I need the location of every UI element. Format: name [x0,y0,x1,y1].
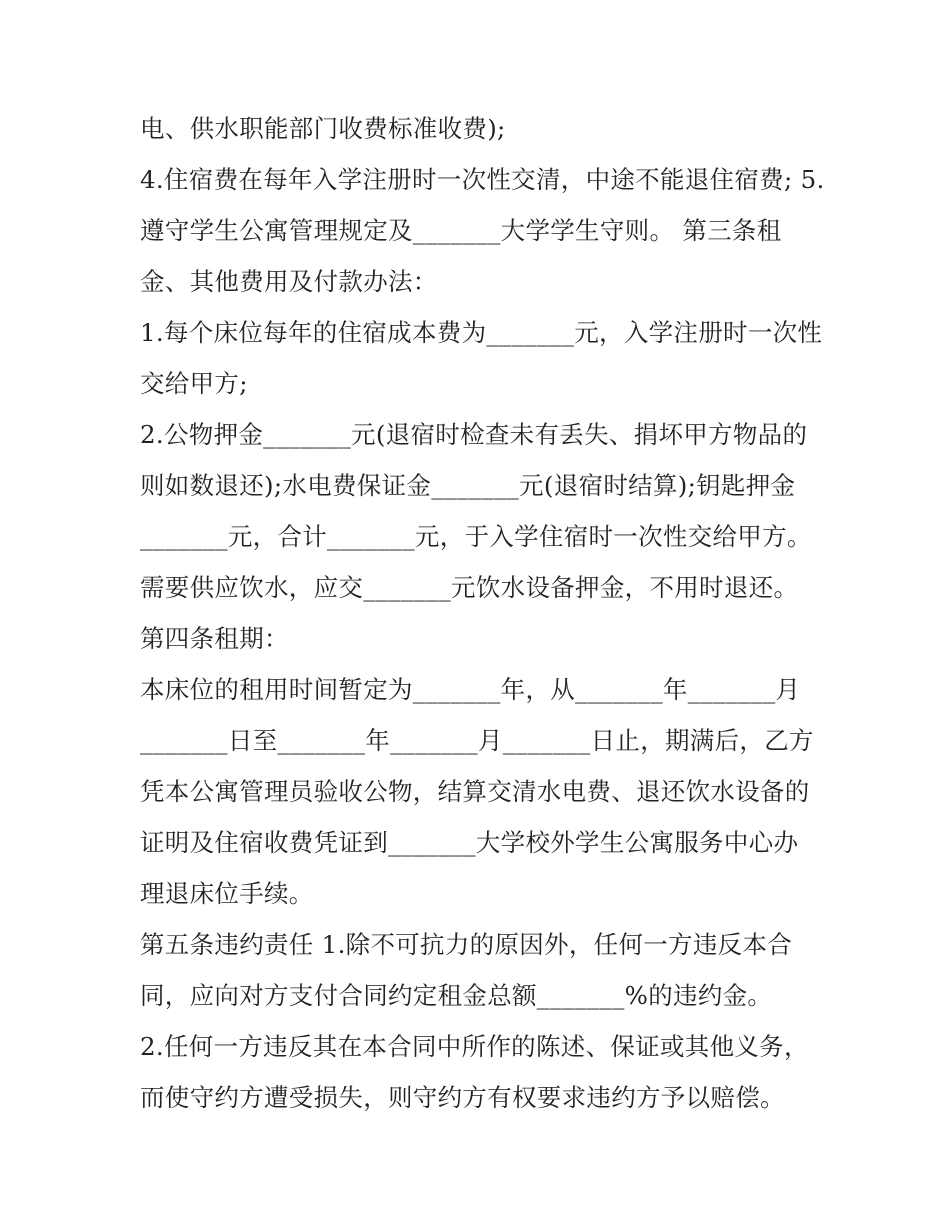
text-line: 2.公物押金_______元(退宿时检查未有丢失、捐坏甲方物品的 [140,420,808,449]
text-line: 电、供水职能部门收费标准收费); [140,114,506,143]
text-line: 交给甲方; [140,369,248,398]
text-line: 需要供应饮水，应交_______元饮水设备押金，不用时退还。 [140,573,799,602]
text-line: 遵守学生公寓管理规定及_______大学学生守则。 第三条租 [140,216,782,245]
text-line: 金、其他费用及付款办法： [140,267,438,296]
text-line: _______日至_______年_______月_______日止，期满后，乙方 [140,726,814,755]
text-line: 2.任何一方违反其在本合同中所作的陈述、保证或其他义务， [140,1032,809,1061]
contract-text [140,103,825,1123]
text-line: 本床位的租用时间暂定为_______年，从_______年_______月 [140,675,801,704]
text-line: 4.住宿费在每年入学注册时一次性交清，中途不能退住宿费; 5. [140,165,825,194]
section-heading: 第四条租期： [140,624,289,653]
text-line: 1.每个床位每年的住宿成本费为_______元，入学注册时一次性 [140,318,823,347]
text-line: 证明及住宿收费凭证到_______大学校外学生公寓服务中心办 [140,828,799,857]
text-line: 则如数退还);水电费保证金_______元(退宿时结算);钥匙押金 [140,471,796,500]
text-line: 凭本公寓管理员验收公物，结算交清水电费、退还饮水设备的 [140,777,810,806]
text-line: _______元，合计_______元，于入学住宿时一次性交给甲方。 [140,522,812,551]
text-line: 同，应向对方支付合同约定租金总额_______%的违约金。 [140,981,773,1010]
text-line: 而使守约方遭受损失，则守约方有权要求违约方予以赔偿。 [140,1083,785,1112]
text-line: 理退床位手续。 [140,879,314,908]
text-line: 第五条违约责任 1.除不可抗力的原因外，任何一方违反本合 [140,930,793,959]
